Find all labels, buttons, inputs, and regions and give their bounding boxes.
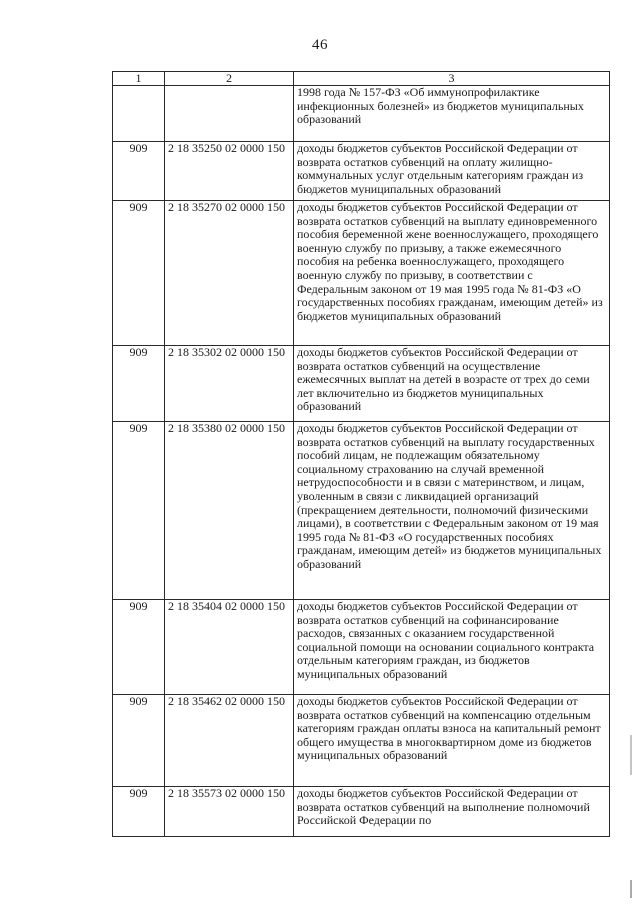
- column-header-description: 3: [294, 72, 610, 86]
- table-row: [113, 695, 610, 787]
- admin-code-cell: 909: [113, 201, 165, 346]
- scan-edge-mark: [630, 880, 632, 898]
- kbk-code-cell: 2 18 35462 02 0000 150: [165, 695, 294, 787]
- kbk-code-cell: 2 18 35573 02 0000 150: [165, 787, 294, 837]
- table-header-row: [113, 72, 610, 86]
- admin-code-cell: 909: [113, 695, 165, 787]
- admin-code-cell: 909: [113, 422, 165, 600]
- kbk-code-cell: 2 18 35380 02 0000 150: [165, 422, 294, 600]
- kbk-code-cell: 2 18 35404 02 0000 150: [165, 600, 294, 695]
- page-number: 46: [312, 37, 328, 53]
- description-cell: доходы бюджетов субъектов Российской Федерации от возврата остатков субвенций на осуществление ежемесячных выплат на детей в возрасте от трех до семи лет включительно из бюджетов муниципальных образований: [294, 346, 610, 422]
- column-header-admin: 1: [113, 72, 165, 86]
- table-row: [113, 346, 610, 422]
- budget-revenue-table: [112, 71, 610, 837]
- admin-code-cell: 909: [113, 346, 165, 422]
- table-row: [113, 422, 610, 600]
- kbk-code-cell: 2 18 35250 02 0000 150: [165, 142, 294, 201]
- admin-code-cell: 909: [113, 142, 165, 201]
- description-cell: доходы бюджетов субъектов Российской Федерации от возврата остатков субвенций на оплату жилищно-коммунальных услуг отдельным категориям граждан из бюджетов муниципальных образований: [294, 142, 610, 201]
- description-cell: доходы бюджетов субъектов Российской Федерации от возврата остатков субвенций на софинансирование расходов, связанных с оказанием государственной социальной помощи на основании социального контракта отдельным категориям граждан, из бюджетов муниципальных образований: [294, 600, 610, 695]
- admin-code-cell: 909: [113, 600, 165, 695]
- admin-code-cell: 909: [113, 787, 165, 837]
- description-cell: доходы бюджетов субъектов Российской Федерации от возврата остатков субвенций на компенсацию отдельным категориям граждан оплаты взноса на капитальный ремонт общего имущества в многоквартирном доме из бюджетов муниципальных образований: [294, 695, 610, 787]
- table-body: [113, 72, 610, 837]
- column-header-code: 2: [165, 72, 294, 86]
- table-row: [113, 787, 610, 837]
- table-row: [113, 600, 610, 695]
- kbk-code-cell: [165, 86, 294, 142]
- description-cell: доходы бюджетов субъектов Российской Федерации от возврата остатков субвенций на выплату единовременного пособия беременной жене военнослужащего, проходящего военную службу по призыву, а также ежемесячного пособия на ребенка военнослужащего, проходящего военную службу по призыву, в соответствии с Федеральным законом от 19 мая 1995 года № 81-ФЗ «О государственных пособиях гражданам, имеющим детей» из бюджетов муниципальных образований: [294, 201, 610, 346]
- admin-code-cell: [113, 86, 165, 142]
- description-cell: доходы бюджетов субъектов Российской Федерации от возврата остатков субвенций на выплату государственных пособий лицам, не подлежащим обязательному социальному страхованию на случай временной нетрудоспособности и в связи с материнством, и лицам, уволенным в связи с ликвидацией организаций (прекращением деятельности, полномочий физическими лицами), в соответствии с Федеральным законом от 19 мая 1995 года № 81-ФЗ «О государственных пособиях гражданам, имеющим детей» из бюджетов муниципальных образований: [294, 422, 610, 600]
- table-row: [113, 142, 610, 201]
- scan-edge-mark: [630, 735, 632, 775]
- description-cell: доходы бюджетов субъектов Российской Федерации от возврата остатков субвенций на выполнение полномочий Российской Федерации по: [294, 787, 610, 837]
- kbk-code-cell: 2 18 35302 02 0000 150: [165, 346, 294, 422]
- table-row: [113, 201, 610, 346]
- description-cell: 1998 года № 157-ФЗ «Об иммунопрофилактике инфекционных болезней» из бюджетов муниципальных образований: [294, 86, 610, 142]
- table-row: [113, 86, 610, 142]
- kbk-code-cell: 2 18 35270 02 0000 150: [165, 201, 294, 346]
